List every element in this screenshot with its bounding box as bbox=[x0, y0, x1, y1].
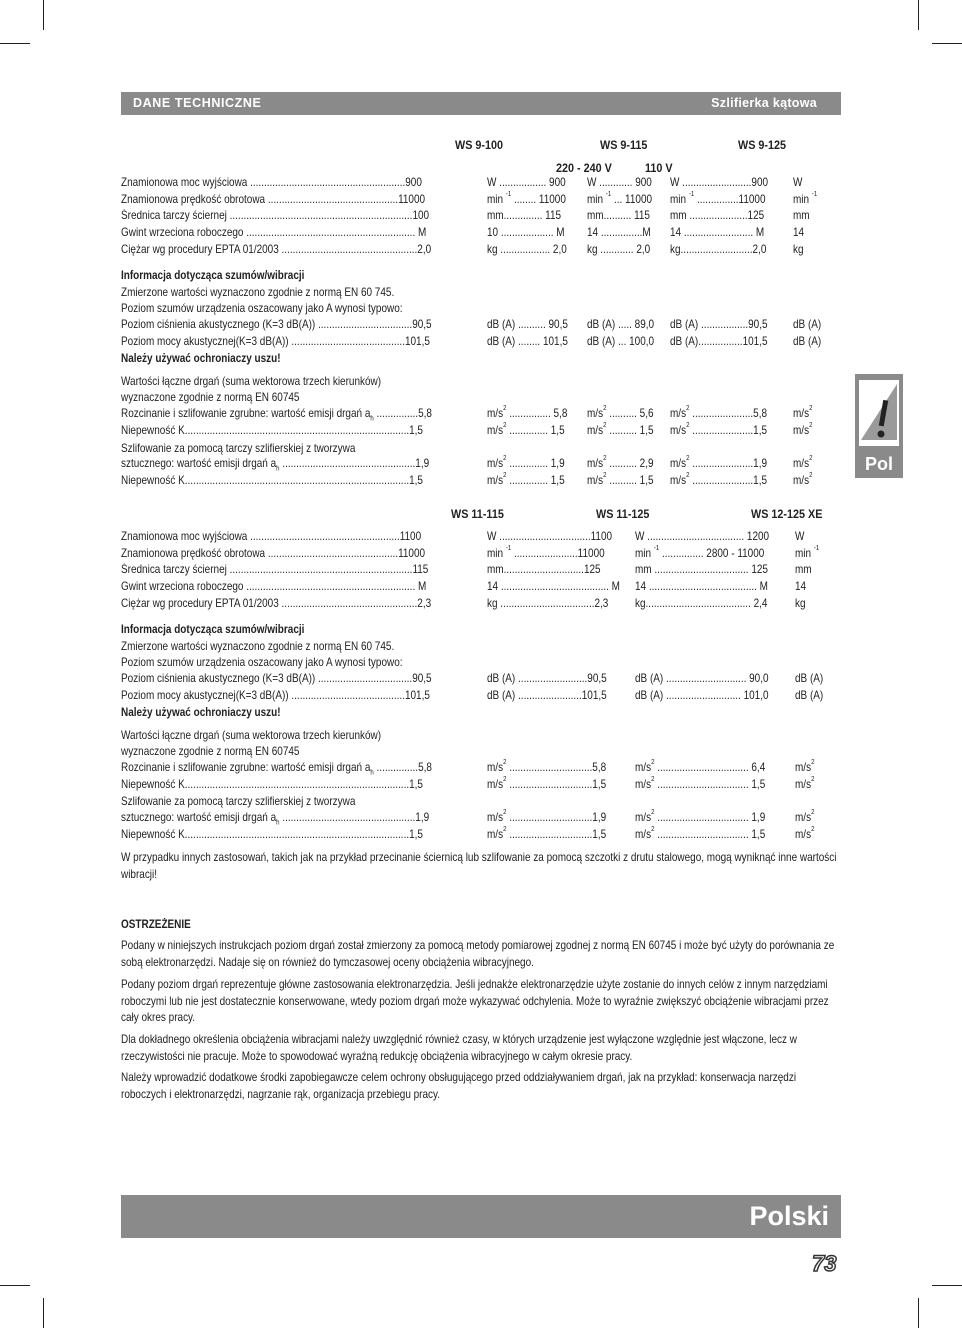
spec-cell: kg bbox=[793, 242, 804, 256]
spec-cell: $m/s^2$ ..............................5,8 bbox=[487, 759, 607, 774]
spec-cell: dB (A) ... 100,0 bbox=[587, 334, 655, 348]
spec-cell: min $^{-1}$ ...............11000 bbox=[670, 190, 766, 206]
noise-title: Informacja dotycząca szumów/wibracji bbox=[121, 269, 305, 282]
spec-cell: W bbox=[793, 176, 803, 189]
crop-mark bbox=[932, 43, 962, 44]
spec-cell: 14 bbox=[793, 226, 805, 240]
spec-cell: $m/s^2$ ......................1,5 bbox=[670, 471, 768, 487]
spec-cell: $m/s^2$ ................................. 1,5 bbox=[635, 775, 766, 791]
spec-cell: 14 ....................................... M bbox=[635, 580, 768, 594]
spec-cell: min $^{-1}$ .......................11000 bbox=[487, 544, 605, 560]
spec-cell: $m/s^2$ bbox=[793, 455, 813, 470]
spec-cell: Poziom ciśnienia akustycznego (K=3 dB(A)) ..................................90,5 bbox=[121, 318, 432, 331]
spec-cell: Poziom ciśnienia akustycznego (K=3 dB(A)) ..................................90,5 bbox=[121, 672, 432, 685]
spec-cell: sztucznego: wartość emisji drgań $a_h$ ................................................1,9 bbox=[121, 811, 430, 827]
warning-paragraph: Należy wprowadzić dodatkowe środki zapobiegawcze celem ochrony obsługującego przed oddziaływaniem drgań, jak na przykład: konserwacja narzędzi roboczych i elektronarzędzi, nagrzanie rąk, organizacja przebiegu pracy. bbox=[121, 1071, 797, 1101]
spec-cell: 14 ......................... M bbox=[670, 226, 765, 240]
spec-cell: $m/s^2$ .......... 5,6 bbox=[587, 405, 654, 420]
spec-cell: dB (A) ........................... 101,0 bbox=[635, 688, 769, 702]
spec-cell: kg bbox=[795, 596, 806, 610]
spec-cell: Poziom mocy akustycznej(K=3 dB(A)) .........................................101,5 bbox=[121, 688, 430, 702]
spec-cell: dB (A) bbox=[795, 688, 824, 702]
spec-cell: Znamionowa prędkość obrotowa ...............................................11000 bbox=[121, 546, 426, 560]
spec-cell: $m/s^2$ ................................. 1,9 bbox=[635, 809, 766, 824]
spec-cell: $m/s^2$ ..............................1,5 bbox=[487, 775, 607, 791]
spec-cell: $m/s^2$ .............. 1,5 bbox=[487, 471, 565, 487]
vib-text: Wartości łączne drgań (suma wektorowa trzech kierunków) bbox=[121, 729, 382, 742]
spec-cell: W bbox=[795, 530, 805, 543]
spec-cell: mm .................................. 125 bbox=[635, 563, 768, 577]
spec-cell: $m/s^2$ bbox=[793, 405, 813, 420]
spec-cell: kg ............ 2,0 bbox=[587, 242, 651, 256]
crop-mark bbox=[43, 1298, 44, 1328]
spec-cell: min $^{-1}$ bbox=[795, 544, 820, 560]
spec-cell: kg ..................................2,3 bbox=[487, 596, 609, 610]
spec-cell: Gwint wrzeciona roboczego ............................................................. M bbox=[121, 226, 427, 240]
warning-paragraph: Podany poziom drgań reprezentuje główne zastosowania elektronarzędzia. Jeśli jednakże elektronarzędzie użyte zostanie do innych celów z innym narzędziami roboczymi lub nie jest dostatecznie konserwowane, wtedy poziom drgań może wykazywać odchylenia. Może to wyraźnie zwiększyć obciążenie wibracjami przez cały okres pracy. bbox=[121, 978, 829, 1025]
warning-icon bbox=[859, 380, 899, 446]
other-use-note: W przypadku innych zastosowań, takich jak na przykład przecinanie ściernicą lub szlifowanie za pomocą szczotki z drutu stalowego, mogą wyniknąć inne wartości wibracji! bbox=[121, 851, 837, 881]
vib-text: Wartości łączne drgań (suma wektorowa trzech kierunków) bbox=[121, 375, 382, 388]
crop-mark bbox=[932, 1285, 962, 1286]
spec-cell: dB (A) .......................101,5 bbox=[487, 688, 607, 702]
spec-cell: mm.............. 115 bbox=[487, 209, 562, 223]
spec-cell: $m/s^2$ bbox=[793, 471, 813, 487]
spec-cell: Niepewność K.................................................................................1,5 bbox=[121, 473, 423, 487]
spec-cell: Rozcinanie i szlifowanie zgrubne: wartość emisji drgań $a_h$ ...............5,8 bbox=[121, 407, 432, 423]
warning-paragraph: Dla dokładnego określenia obciążenia wibracjami należy uwzględnić również czasy, w których urządzenie jest wyłączone względnie jest włączone, lecz w rzeczywistości nie pracuje. Może to spowodować wyraźną redukcję obciążenia wibracyjnego w całym okresie pracy. bbox=[121, 1033, 797, 1063]
spec-cell: $m/s^2$ .......... 2,9 bbox=[587, 455, 654, 470]
spec-cell: W .................................1100 bbox=[487, 530, 613, 543]
spec-cell: mm .....................125 bbox=[670, 209, 765, 223]
spec-cell: Rozcinanie i szlifowanie zgrubne: wartość emisji drgań $a_h$ ...............5,8 bbox=[121, 761, 432, 777]
spec-cell: 14 ....................................... M bbox=[487, 580, 620, 594]
ear-warning: Należy używać ochroniaczy uszu! bbox=[121, 706, 281, 719]
warning-title: OSTRZEŻENIE bbox=[121, 918, 191, 931]
spec-cell: dB (A) bbox=[795, 672, 824, 685]
spec-cell: Ciężar wg procedury EPTA 01/2003 .................................................2,0 bbox=[121, 242, 432, 256]
noise-text: Poziom szumów urządzenia oszacowany jako A wynosi typowo: bbox=[121, 302, 403, 315]
spec-cell: sztucznego: wartość emisji drgań $a_h$ ................................................1,9 bbox=[121, 457, 430, 473]
crop-mark bbox=[918, 0, 919, 30]
language-tab bbox=[855, 374, 903, 478]
spec-cell: Znamionowa moc wyjściowa ......................................................1100 bbox=[121, 530, 422, 543]
spec-cell: min $^{-1}$ ... 11000 bbox=[587, 190, 653, 206]
language-label: Pol bbox=[864, 454, 893, 474]
noise-text: Zmierzone wartości wyznaczono zgodnie z normą EN 60 745. bbox=[121, 640, 395, 653]
spec-cell: $m/s^2$ .......... 1,5 bbox=[587, 471, 654, 487]
vib-text: Szlifowanie za pomocą tarczy szlifierskiej z tworzywa bbox=[121, 442, 356, 455]
spec-cell: dB (A) .................90,5 bbox=[670, 318, 768, 331]
spec-cell: mm bbox=[795, 563, 812, 577]
spec-cell: $m/s^2$ .............. 1,5 bbox=[487, 421, 565, 437]
vib-text: wyznaczone zgodnie z normą EN 60745 bbox=[121, 745, 300, 758]
spec-cell: kg..........................2,0 bbox=[670, 242, 767, 256]
footer-language: Polski bbox=[749, 1201, 829, 1231]
spec-cell: $m/s^2$ .............. 1,9 bbox=[487, 455, 565, 470]
spec-cell: mm.............................125 bbox=[487, 563, 601, 577]
spec-cell: W ............ 900 bbox=[587, 176, 652, 189]
spec-cell: dB (A) bbox=[793, 334, 822, 348]
model-heading: WS 9-115 bbox=[600, 138, 648, 152]
product-name: Szlifierka kątowa bbox=[711, 96, 817, 110]
spec-cell: $m/s^2$ bbox=[795, 759, 815, 774]
spec-cell: Poziom mocy akustycznej(K=3 dB(A)) .........................................101,5 bbox=[121, 334, 430, 348]
spec-cell: mm bbox=[793, 209, 810, 223]
spec-cell: Niepewność K.................................................................................1,5 bbox=[121, 777, 423, 791]
vib-text: wyznaczone zgodnie z normą EN 60745 bbox=[121, 391, 300, 404]
spec-cell: kg .................. 2,0 bbox=[487, 242, 567, 256]
model-heading: WS 9-100 bbox=[455, 138, 504, 152]
spec-cell: $m/s^2$ ......................1,5 bbox=[670, 421, 768, 437]
spec-cell: W ................................... 1200 bbox=[635, 530, 770, 543]
spec-cell: dB (A) .........................90,5 bbox=[487, 672, 607, 685]
spec-cell: $m/s^2$ ..............................1,5 bbox=[487, 825, 607, 841]
spec-cell: 10 ................... M bbox=[487, 226, 565, 240]
spec-cell: Niepewność K.................................................................................1,5 bbox=[121, 827, 423, 841]
spec-cell: Znamionowa moc wyjściowa ........................................................900 bbox=[121, 176, 422, 189]
noise-text: Zmierzone wartości wyznaczono zgodnie z normą EN 60 745. bbox=[121, 286, 395, 299]
crop-mark bbox=[0, 1285, 30, 1286]
spec-cell: min $^{-1}$ bbox=[793, 190, 818, 206]
crop-mark bbox=[0, 43, 30, 44]
spec-cell: min $^{-1}$ ............... 2800 - 11000 bbox=[635, 544, 765, 560]
spec-cell: dB (A) bbox=[793, 318, 822, 331]
model-heading: WS 11-115 bbox=[451, 507, 504, 521]
voltage-label: 110 V bbox=[645, 161, 673, 175]
crop-mark bbox=[43, 0, 44, 30]
spec-cell: $m/s^2$ ................................. 1,5 bbox=[635, 825, 766, 841]
spec-cell: $m/s^2$ .......... 1,5 bbox=[587, 421, 654, 437]
spec-cell: dB (A) .......... 90,5 bbox=[487, 318, 568, 331]
spec-cell: Średnica tarczy ściernej ..................................................................115 bbox=[121, 563, 429, 577]
spec-cell: min $^{-1}$ ........ 11000 bbox=[487, 190, 566, 206]
ear-warning: Należy używać ochroniaczy uszu! bbox=[121, 352, 281, 365]
section-title: DANE TECHNICZNE bbox=[133, 96, 262, 110]
spec-cell: W .........................900 bbox=[670, 176, 769, 189]
spec-cell: $m/s^2$ bbox=[795, 809, 815, 824]
footer-bar bbox=[121, 1195, 841, 1238]
spec-cell: dB (A) ........ 101,5 bbox=[487, 334, 568, 348]
spec-cell: W ................. 900 bbox=[487, 176, 566, 189]
page-number: 73 bbox=[812, 1251, 837, 1276]
spec-cell: $m/s^2$ ..............................1,9 bbox=[487, 809, 607, 824]
spec-cell: Niepewność K.................................................................................1,5 bbox=[121, 423, 423, 437]
vib-text: Szlifowanie za pomocą tarczy szlifierskiej z tworzywa bbox=[121, 795, 356, 808]
spec-cell: $m/s^2$ ......................5,8 bbox=[670, 405, 768, 420]
model-heading: WS 11-125 bbox=[596, 507, 650, 521]
spec-cell: $m/s^2$ ............... 5,8 bbox=[487, 405, 568, 420]
spec-cell: Ciężar wg procedury EPTA 01/2003 .................................................2,3 bbox=[121, 596, 432, 610]
spec-cell: dB (A) ............................. 90,0 bbox=[635, 672, 769, 685]
spec-cell: $m/s^2$ bbox=[795, 775, 815, 791]
spec-cell: mm.......... 115 bbox=[587, 209, 650, 223]
model-heading: WS 12-125 XE bbox=[751, 507, 823, 521]
spec-cell: $m/s^2$ bbox=[793, 421, 813, 437]
spec-cell: $m/s^2$ ......................1,9 bbox=[670, 455, 768, 470]
spec-cell: 14 ...............M bbox=[587, 226, 651, 240]
model-heading: WS 9-125 bbox=[738, 138, 787, 152]
noise-text: Poziom szumów urządzenia oszacowany jako A wynosi typowo: bbox=[121, 656, 403, 669]
voltage-label: 220 - 240 V bbox=[556, 161, 612, 175]
warning-paragraph: Podany w niniejszych instrukcjach poziom drgań został zmierzony za pomocą metody pomiarowej zgodnej z normą EN 60745 i może być użyty do porównania ze sobą elektronarzędzi. Nadaje się on również do tymczasowej oceny obciążenia wibracyjnego. bbox=[121, 939, 835, 969]
spec-cell: $m/s^2$ bbox=[795, 825, 815, 841]
header-bar bbox=[121, 92, 841, 115]
spec-cell: Średnica tarczy ściernej ..................................................................100 bbox=[121, 209, 430, 223]
spec-cell: 14 bbox=[795, 580, 807, 594]
spec-cell: Gwint wrzeciona roboczego ............................................................. M bbox=[121, 580, 427, 594]
noise-title: Informacja dotycząca szumów/wibracji bbox=[121, 623, 305, 636]
spec-cell: dB (A) ..... 89,0 bbox=[587, 318, 655, 331]
spec-cell: kg...................................... 2,4 bbox=[635, 596, 768, 610]
spec-cell: dB (A)................101,5 bbox=[670, 334, 768, 348]
spec-cell: Znamionowa prędkość obrotowa ...............................................11000 bbox=[121, 192, 426, 206]
crop-mark bbox=[918, 1298, 919, 1328]
spec-cell: $m/s^2$ ................................. 6,4 bbox=[635, 759, 766, 774]
